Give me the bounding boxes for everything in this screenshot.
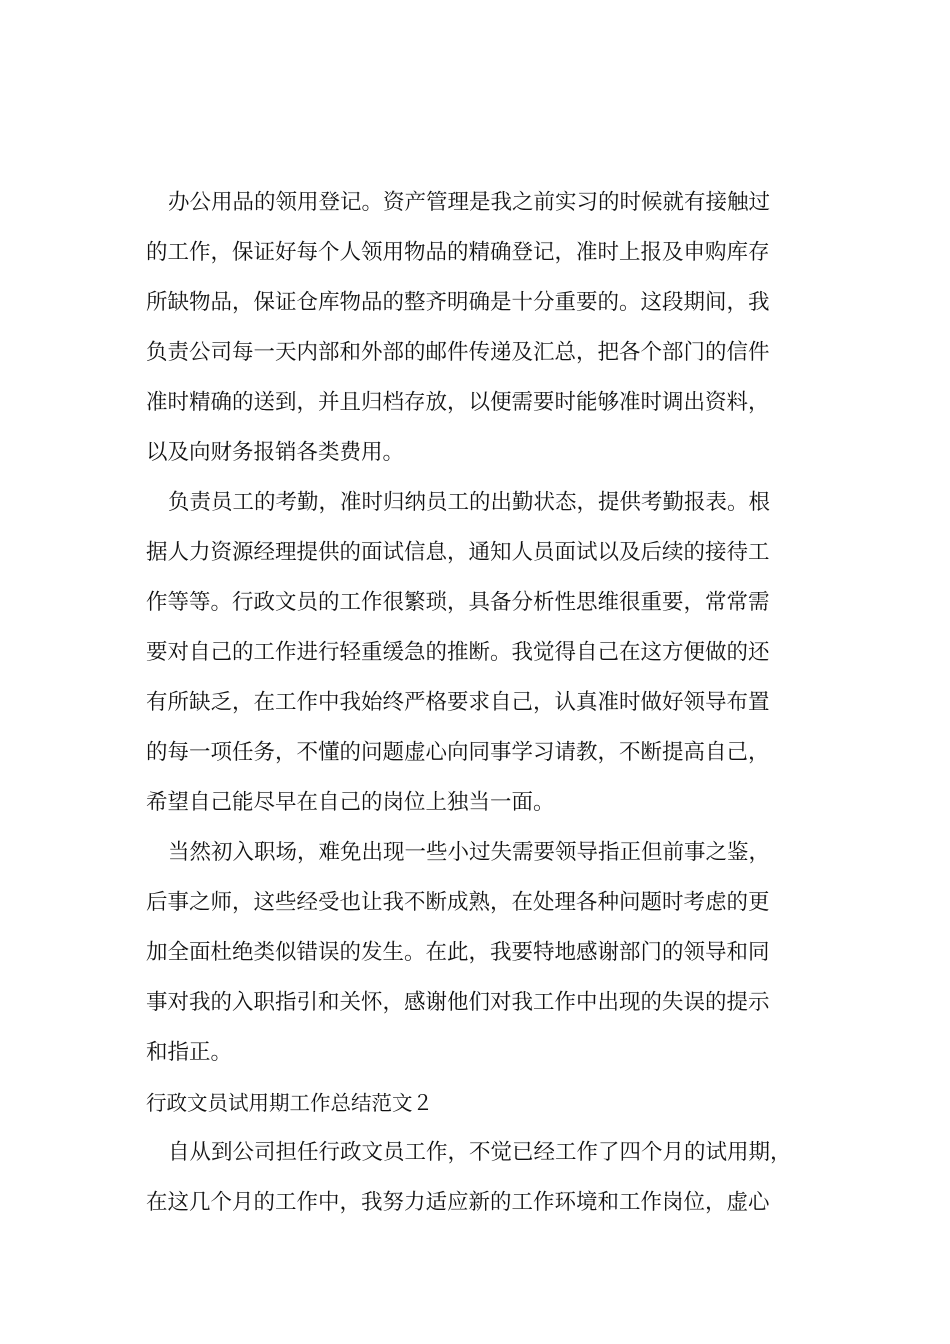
paragraph-line: 所缺物品，保证仓库物品的整齐明确是十分重要的。这段期间，我 <box>146 290 770 315</box>
paragraph-2 <box>146 478 836 828</box>
document-body <box>146 178 836 1228</box>
paragraph-line: 的工作，保证好每个人领用物品的精确登记，准时上报及申购库存 <box>146 240 770 265</box>
paragraph-4 <box>146 1128 836 1228</box>
paragraph-line: 加全面杜绝类似错误的发生。在此，我要特地感谢部门的领导和同 <box>146 940 770 965</box>
paragraph-line: 负责员工的考勤，准时归纳员工的出勤状态，提供考勤报表。根 <box>168 490 771 515</box>
paragraph-line: 有所缺乏，在工作中我始终严格要求自己，认真准时做好领导布置 <box>146 690 770 715</box>
paragraph-line: 要对自己的工作进行轻重缓急的推断。我觉得自己在这方便做的还 <box>146 640 770 665</box>
paragraph-line: 的每一项任务，不懂的问题虚心向同事学习请教，不断提高自己， <box>146 740 770 765</box>
paragraph-line: 自从到公司担任行政文员工作，不觉已经工作了四个月的试用期， <box>168 1140 792 1165</box>
paragraph-1 <box>146 178 836 478</box>
section-heading: 行政文员试用期工作总结范文２ <box>146 1091 433 1115</box>
paragraph-3 <box>146 828 836 1078</box>
paragraph-line: 作等等。行政文员的工作很繁琐，具备分析性思维很重要，常常需 <box>146 590 770 615</box>
paragraph-line: 和指正。 <box>146 1040 233 1065</box>
paragraph-line: 当然初入职场，难免出现一些小过失需要领导指正但前事之鉴， <box>168 840 771 865</box>
paragraph-line: 办公用品的领用登记。资产管理是我之前实习的时候就有接触过 <box>168 190 771 215</box>
paragraph-line: 希望自己能尽早在自己的岗位上独当一面。 <box>146 790 555 815</box>
paragraph-line: 负责公司每一天内部和外部的邮件传递及汇总，把各个部门的信件 <box>146 340 770 365</box>
paragraph-line: 在这几个月的工作中，我努力适应新的工作环境和工作岗位，虚心 <box>146 1190 770 1215</box>
paragraph-line: 据人力资源经理提供的面试信息，通知人员面试以及后续的接待工 <box>146 540 770 565</box>
paragraph-line: 后事之师，这些经受也让我不断成熟，在处理各种问题时考虑的更 <box>146 890 770 915</box>
paragraph-line: 以及向财务报销各类费用。 <box>146 440 405 465</box>
paragraph-line: 准时精确的送到，并且归档存放，以便需要时能够准时调出资料， <box>146 390 770 415</box>
paragraph-line: 事对我的入职指引和关怀，感谢他们对我工作中出现的失误的提示 <box>146 990 770 1015</box>
